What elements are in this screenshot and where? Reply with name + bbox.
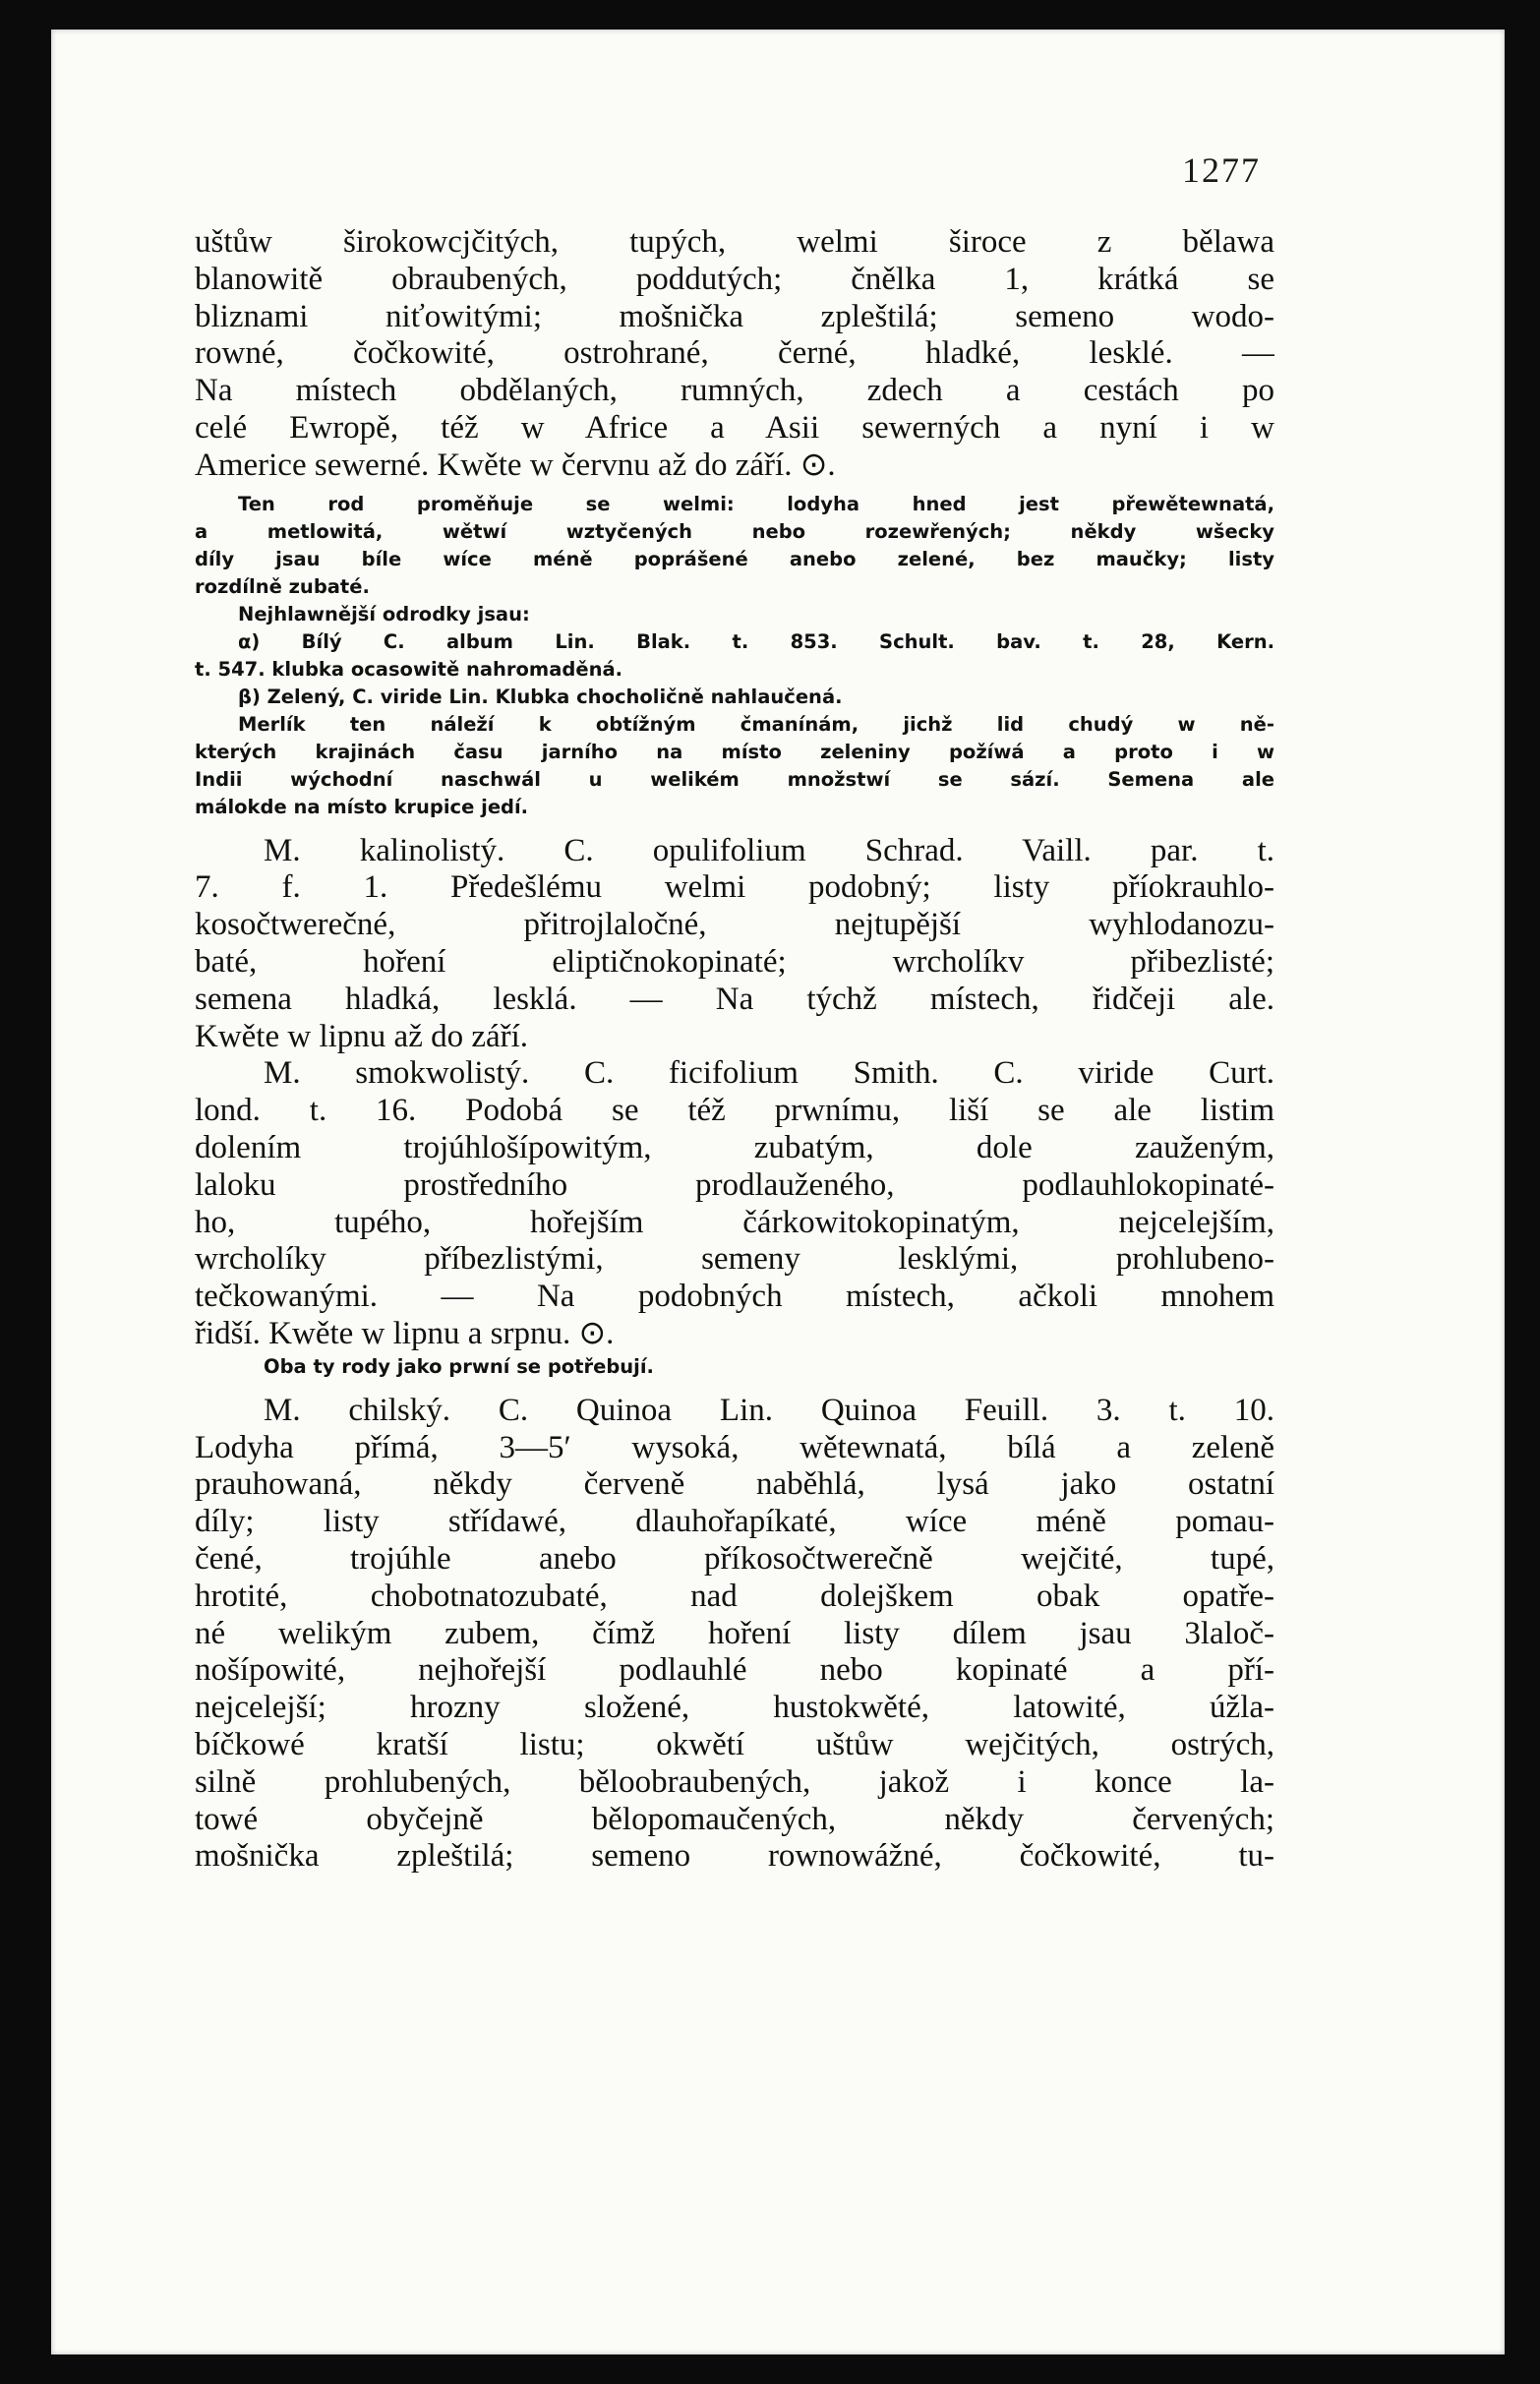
book-page [51,30,1505,2354]
text-line: čené, trojúhle anebo příkosočtwerečně wejčité, tupé, [195,1540,1274,1577]
text-line: 7. f. 1. Předešlému welmi podobný; listy příokrauhlo- [195,869,1274,906]
text-line: M. kalinolistý. C. opulifolium Schrad. Vaill. par. t. [264,832,1274,868]
text-line: wrcholíky příbezlistými, semeny lesklými, prohlubeno- [195,1241,1274,1278]
page-number: 1277 [1182,150,1261,190]
text-line: mošnička zpleštilá; semeno rownowážné, čočkowité, tu- [195,1838,1274,1875]
text-line: uštůw širokowcjčitých, tupých, welmi široce z bělawa [195,224,1274,260]
note-line: α) Bílý C. album Lin. Blak. t. 853. Schult. bav. t. 28, Kern. [238,629,1274,653]
text-line: celé Ewropě, též w Africe a Asii sewerných a nyní i w [195,409,1274,446]
note-line: t. 547. klubka ocasowitě nahromaděná. [195,657,623,681]
text-line: Na místech obdělaných, rumných, zdech a cestách po [195,373,1274,409]
text-line: laloku prostředního prodlauženého, podlauhlokopinaté- [195,1166,1274,1203]
text-line: řidší. Kwěte w lipnu a srpnu. ⊙. [195,1315,615,1351]
text-line: towé obyčejně bělopomaučených, někdy červených; [195,1801,1274,1837]
text-line: M. smokwolistý. C. ficifolium Smith. C. viride Curt. [264,1055,1274,1092]
note-line: málokde na místo krupice jedí. [195,795,529,818]
text-line: M. chilský. C. Quinoa Lin. Quinoa Feuill. 3. t. 10. [264,1392,1274,1428]
text-line: tečkowanými. — Na podobných místech, ačkoli mnohem [195,1279,1274,1315]
note-line: díly jsau bíle wíce méně poprášené anebo zelené, bez maučky; listy [195,547,1274,570]
text-line: nejcelejší; hrozny složené, hustokwěté, latowité, úžla- [195,1690,1274,1726]
body-text [195,224,1274,1876]
text-line: semena hladká, lesklá. — Na týchž místech, řidčeji ale. [195,981,1274,1017]
text-line: Kwěte w lipnu až do září. [195,1018,529,1054]
text-line: rowné, čočkowité, ostrohrané, černé, hladké, lesklé. — [195,335,1274,372]
note-line: a metlowitá, wětwí wztyčených nebo rozewřených; někdy wšecky [195,519,1274,543]
text-line: kosočtwerečné, přitrojlaločné, nejtupější wyhlodanozu- [195,907,1274,943]
note-line: Oba ty rody jako prwní se potřebují. [264,1354,654,1378]
text-line: lond. t. 16. Podobá se též prwnímu, liší se ale listim [195,1093,1274,1129]
text-line: prauhowaná, někdy červeně naběhlá, lysá jako ostatní [195,1466,1274,1503]
text-line: hrotité, chobotnatozubaté, nad dolejškem obak opatře- [195,1578,1274,1614]
text-line: ho, tupého, hořejším čárkowitokopinatým, nejcelejším, [195,1204,1274,1240]
note-line: β) Zelený, C. viride Lin. Klubka chocholičně nahlaučená. [238,685,843,708]
text-line: dolením trojúhlošípowitým, zubatým, dole zauženým, [195,1129,1274,1165]
text-line: baté, hoření eliptičnokopinaté; wrcholíkv přibezlisté; [195,943,1274,980]
text-line: bliznami niťowitými; mošnička zpleštilá; semeno wodo- [195,298,1274,334]
note-line: Ten rod proměňuje se welmi: lodyha hned jest přewětewnatá, [238,492,1274,515]
text-line: né welikým zubem, čímž hoření listy dílem jsau 3laloč- [195,1615,1274,1651]
text-line: bíčkowé kratší listu; okwětí uštůw wejčitých, ostrých, [195,1726,1274,1762]
note-line: rozdílně zubaté. [195,574,370,598]
note-line: Indii wýchodní naschwál u welikém množstwí se sází. Semena ale [195,767,1274,791]
note-line: kterých krajinách času jarního na místo zeleniny požíwá a proto i w [195,740,1274,763]
text-line: díly; listy střídawé, dlauhořapíkaté, wíce méně pomau- [195,1504,1274,1540]
text-line: nošípowité, nejhořejší podlauhlé nebo kopinaté a pří- [195,1652,1274,1689]
text-line: blanowitě obraubených, poddutých; čnělka 1, krátká se [195,261,1274,297]
note-line: Merlík ten náleží k obtížným čmanínám, jichž lid chudý w ně- [238,712,1274,736]
text-line: silně prohlubených, běloobraubených, jakož i konce la- [195,1763,1274,1800]
text-line: Americe sewerné. Kwěte w červnu až do září. ⊙. [195,447,836,483]
note-line: Nejhlawnější odrodky jsau: [238,602,530,626]
text-line: Lodyha přímá, 3—5′ wysoká, wětewnatá, bílá a zeleně [195,1429,1274,1465]
